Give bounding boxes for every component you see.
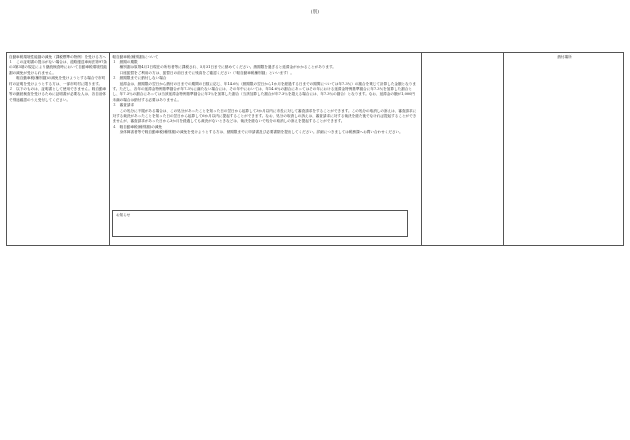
section-text: 身体障害者等で軽自動車税(種別割)の減免を受けようとする方は、納期限までに申請書及び必要書類を提出してください。詳細につきましては税務課へお問い合わせください。 (112, 130, 403, 135)
section-text: 種別割は原則4月1日現在の所有者等に課税され、5月31日までに納めてください。納期限を過ぎると延滞金がかかることがあります。 (112, 65, 336, 70)
page-header: (別) (310, 10, 320, 15)
reduction-note-column (7, 53, 109, 245)
section-heading: ４ 軽自動車税(種別割)の減免 (112, 124, 163, 129)
reduction-note-text: 自動車税環境性能割の減免（課税標準の特例）を受ける方へ １ この証明書の提示がない場合は、道路運送車両法第97条の3第3項の規定により継続検査時において自動車税環境性能割の減免が受けられません。 軽自動車税(種別割)の減免を受けようとする場合で市町村の証明を受けようとする方は、一部市町村に限ります。 ２ 以下のものは、証明書として使用できません。軽自動車等の継続検査を受けるために証明書が必要な人は、各自治体で別途確認のうえ受付してください。 (9, 54, 108, 102)
notice-label: お知らせ (116, 212, 131, 217)
tax-info-title: 軽自動車税(種別割)について (112, 54, 159, 59)
section-text: 延滞金は、納期限の翌日から納付の日までの期間の日数に応じ、年14.6％（納期限の翌日から1か月を経過する日までの期間については年7.3％）の割合を乗じて計算した金額となります。ただし、各年の延滞金特例基準割合が年7.3％に満たない場合には、その年中においては、年14.6％の割合にあってはその年における延滞金特例基準割合に年7.3％を加算した割合とし、年7.3％の割合にあっては当該延滞金特例基準割合に年1％を加算した割合（当該加算した割合が年7.3％を超える場合には、年7.3％の割合）となります。なお、延滞金の額が1,000円未満の場合は納付する必要はありません。 (112, 81, 416, 102)
payment-place-header: 納付場所 (557, 54, 572, 59)
notice-box (112, 210, 408, 237)
section-heading: ３ 審査請求 (112, 103, 135, 108)
section-text: この処分に不服がある場合は、この処分があったことを知った日の翌日から起算して3か月以内に市長に対して審査請求をすることができます。この処分の取消しの訴えは、審査請求に対する裁決があったことを知った日の翌日から起算して6か月以内に提起することができます。なお、処分の取消しの訴えは、審査請求に対する裁決を経た後でなければ提起することができませんが、審査請求があった日から3か月を経過しても裁決がないときなどは、裁決を経ないで処分の取消しの訴えを提起することができます。 (112, 108, 417, 124)
blank-column (421, 53, 503, 245)
section-heading: ２ 納期限までに納付しない場合 (112, 76, 167, 81)
section-heading: １ 納期の期限 (112, 59, 138, 64)
payment-place-column (503, 53, 625, 245)
section-text: 口座振替をご利用の方は、振替日の前日までに残高をご確認ください（「軽自動車税種別割」といいます）。 (112, 70, 294, 75)
